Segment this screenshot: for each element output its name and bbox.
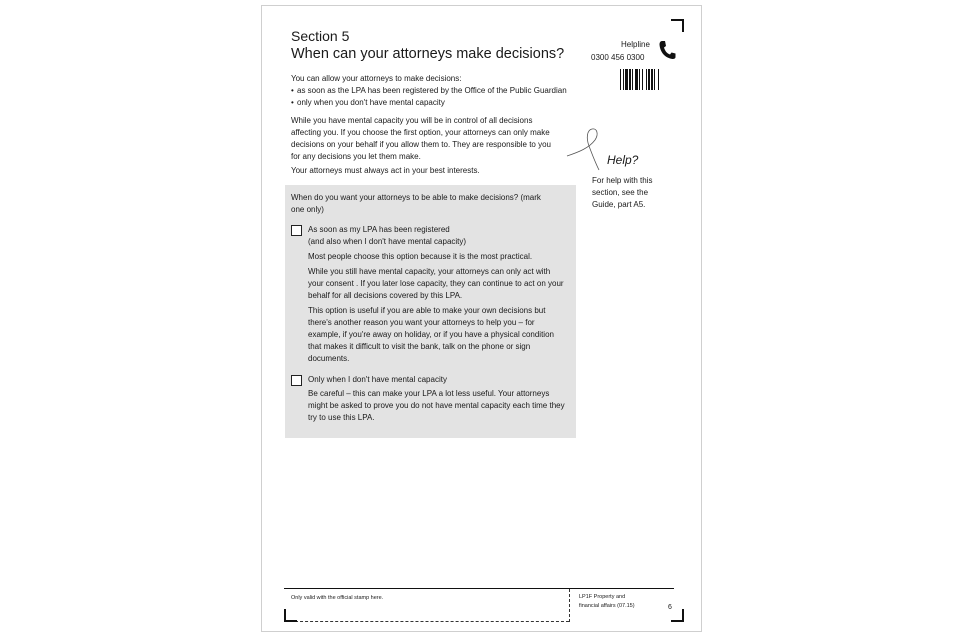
barcode-icon xyxy=(620,69,672,90)
corner-mark xyxy=(671,609,684,622)
option-registered-paragraph: This option is useful if you are able to make your own decisions but there's another reason you want your attorneys to help you – for example, if you're away on holiday, or if you have a physical condition that makes it difficult to visit the bank, talk on the phone or sign documents. xyxy=(308,306,554,363)
option-registered-paragraph: Most people choose this option because it is the most practical. xyxy=(308,252,533,261)
help-text: For help with this section, see the Guide, part A5. xyxy=(592,176,653,209)
option-registered-subtitle: (and also when I don't have mental capacity) xyxy=(308,237,467,246)
helpline-label: Helpline xyxy=(621,40,650,49)
stamp-box-border xyxy=(569,589,570,622)
footer-rule xyxy=(284,588,674,589)
form-code: LP1F Property and financial affairs (07.15) xyxy=(579,594,635,609)
page-number: 6 xyxy=(668,604,672,611)
form-page xyxy=(261,5,702,632)
corner-mark xyxy=(671,19,684,32)
corner-mark xyxy=(284,609,297,622)
help-heading: Help? xyxy=(607,153,639,167)
intro-bullet: • as soon as the LPA has been registered by the Office of the Public Guardian xyxy=(291,85,571,97)
option-registered-checkbox[interactable] xyxy=(291,225,302,236)
option-no-capacity-title: Only when I don't have mental capacity xyxy=(308,375,447,384)
intro-paragraph: While you have mental capacity you will be in control of all decisions affecting you. If you choose the first option, your attorneys can only make decisions on your behalf if you allow them to. They are responsible to you for any decisions you let them make. xyxy=(291,116,551,161)
stamp-note: Only valid with the official stamp here. xyxy=(291,595,384,601)
stamp-box-border xyxy=(290,621,569,622)
intro-bullet-list xyxy=(291,85,571,109)
intro-paragraph: Your attorneys must always act in your best interests. xyxy=(291,166,480,175)
intro-lead: You can allow your attorneys to make decisions: xyxy=(291,74,462,83)
phone-icon xyxy=(658,40,676,60)
option-registered-title: As soon as my LPA has been registered xyxy=(308,225,450,234)
option-registered-paragraph: While you still have mental capacity, your attorneys can only act with your consent . If you later lose capacity, they can continue to act on your behalf for all decisions covered by this LPA. xyxy=(308,267,564,300)
option-no-capacity-checkbox[interactable] xyxy=(291,375,302,386)
helpline-number: 0300 456 0300 xyxy=(591,53,645,62)
page-title: When can your attorneys make decisions? xyxy=(291,46,565,62)
section-label: Section 5 xyxy=(291,28,350,44)
question-text: When do you want your attorneys to be able to make decisions? (mark one only) xyxy=(291,193,541,214)
option-no-capacity-paragraph: Be careful – this can make your LPA a lot less useful. Your attorneys might be asked to prove you do not have mental capacity each time they try to use this LPA. xyxy=(308,389,565,422)
intro-bullet: • only when you don't have mental capacity xyxy=(291,97,571,109)
question-box xyxy=(285,185,576,438)
